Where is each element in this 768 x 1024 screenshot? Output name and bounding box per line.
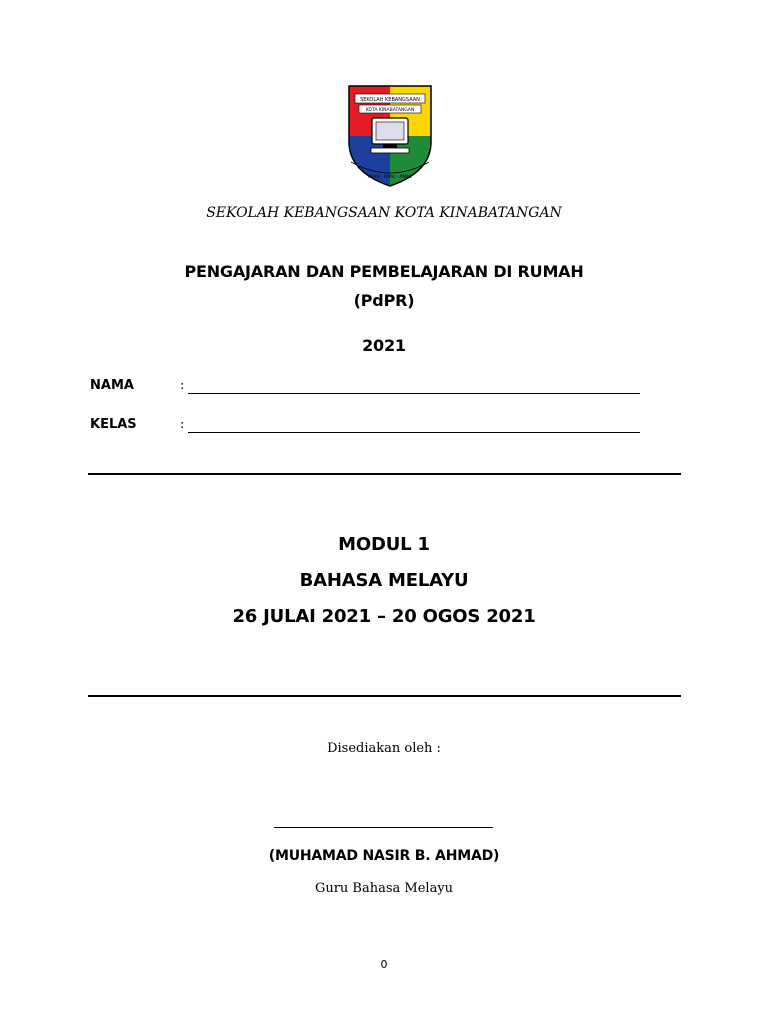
school-name: SEKOLAH KEBANGSAAN KOTA KINABATANGAN (206, 205, 562, 221)
crest-banner-2: KOTA KINABATANGAN (365, 108, 415, 113)
page-number: 0 (380, 958, 388, 971)
module-dates: 26 JULAI 2021 – 20 OGOS 2021 (232, 606, 536, 627)
signature-line (274, 827, 493, 828)
class-field-colon: : (180, 417, 185, 432)
teacher-role: Guru Bahasa Melayu (314, 881, 454, 896)
module-subject: BAHASA MELAYU (299, 570, 469, 591)
divider-top (88, 473, 681, 475)
page-subtitle: (PdPR) (353, 291, 415, 310)
divider-bottom (88, 695, 681, 697)
crest-motto: IMAN · ILMU · AMAL (368, 175, 412, 180)
prepared-by-label: Disediakan oleh : (327, 741, 441, 756)
name-field-colon: : (180, 378, 185, 393)
year-label: 2021 (362, 336, 406, 355)
school-crest-logo (345, 80, 435, 190)
name-field-label: NAMA (90, 378, 134, 393)
name-field-line[interactable] (188, 393, 640, 394)
crest-banner-1: SEKOLAH KEBANGSAAN (360, 97, 420, 103)
page-title: PENGAJARAN DAN PEMBELAJARAN DI RUMAH (184, 262, 584, 281)
class-field-line[interactable] (188, 432, 640, 433)
module-title: MODUL 1 (338, 534, 430, 555)
teacher-name: (MUHAMAD NASIR B. AHMAD) (268, 848, 500, 864)
class-field-label: KELAS (90, 417, 137, 432)
